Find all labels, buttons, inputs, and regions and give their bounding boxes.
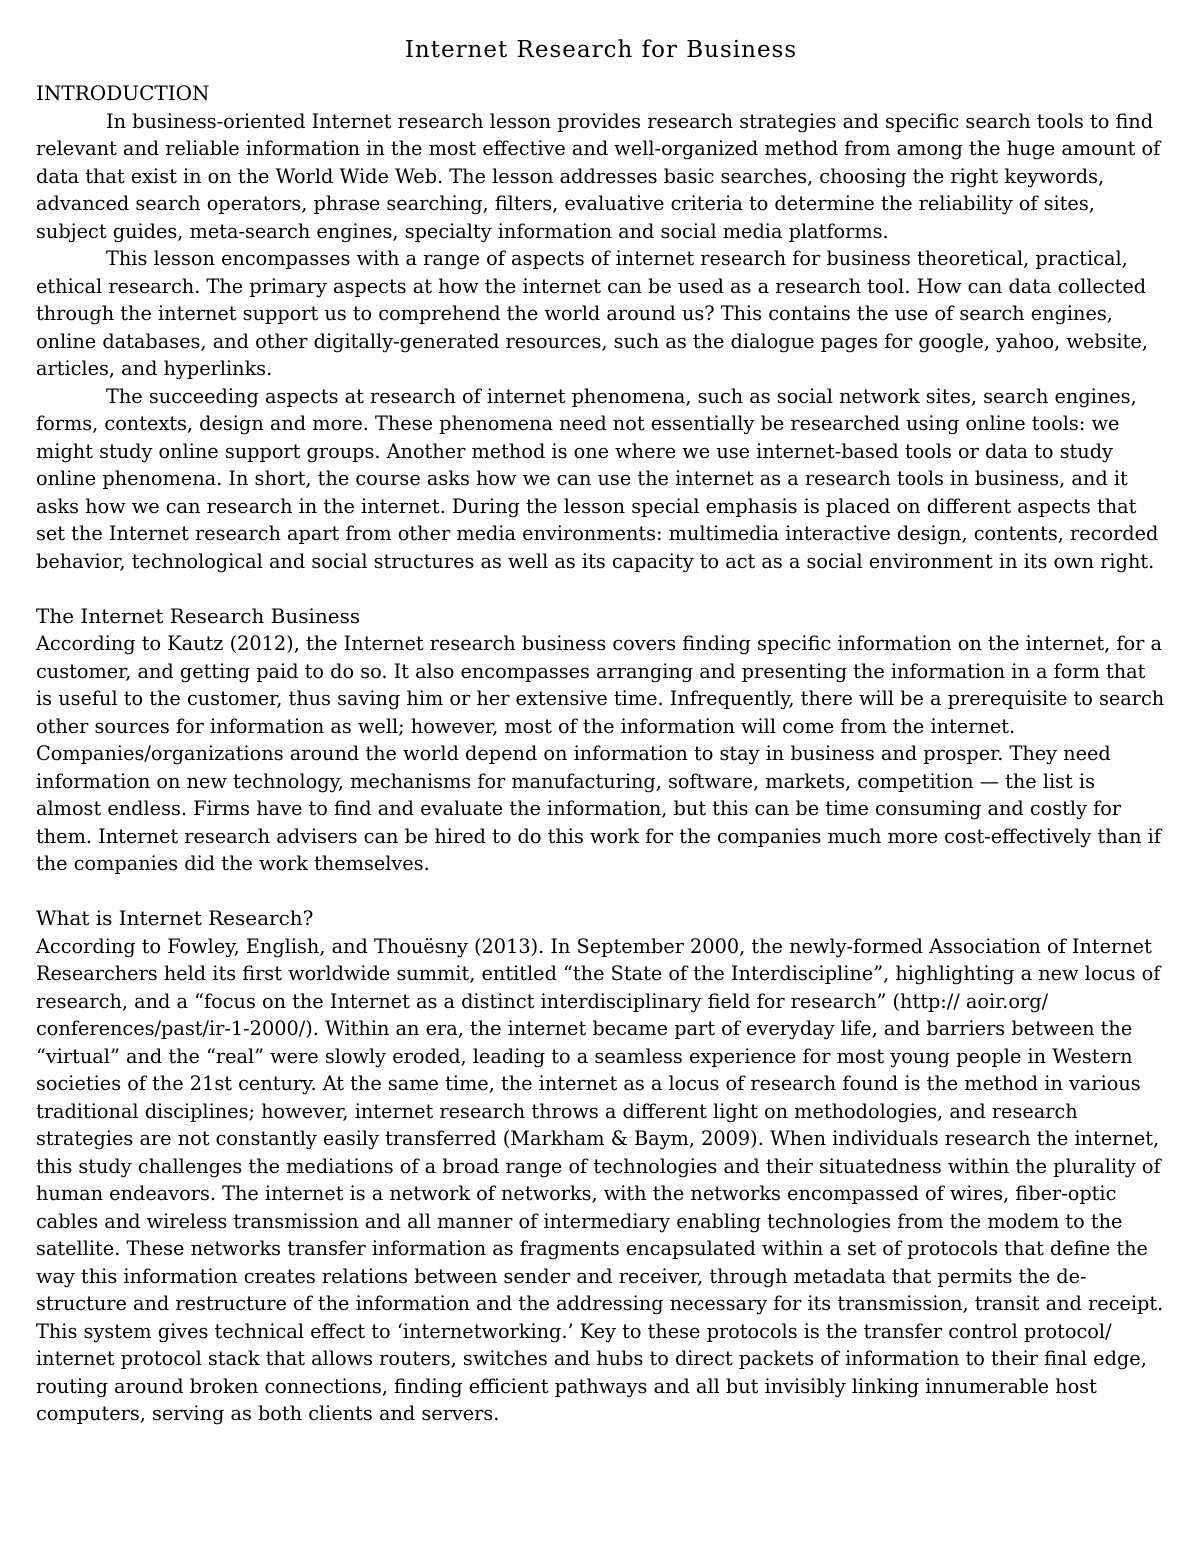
business-paragraph-2: Companies/organizations around the world depend on information to stay in business and prosper. They need information on new technology, mechanisms for manufacturing, software, markets, competition — the list is almost endless. Firms have to find and evaluate the information, but this can be time consuming and costly for them. Internet research advisers can be hired to do this work for the companies much more cost-effectively than if the companies did the work themselves.	[36, 742, 1161, 875]
intro-paragraph-1: In business-oriented Internet research lesson provides research strategies and specific search tools to find relevant and reliable information in the most effective and well-organized method from among the huge amount of data that exist in on the World Wide Web. The lesson addresses basic searches, choosing the right keywords, advanced search operators, phrase searching, filters, evaluative criteria to determine the reliability of sites, subject guides, meta-search engines, specialty information and social media platforms.	[36, 109, 1161, 243]
what-paragraph-2: This system gives technical effect to ‘internetworking.’ Key to these protocols is the transfer control protocol/ internet protocol stack that allows routers, switches and hubs to direct packets of information to their final edge, routing around broken connections, finding efficient pathways and all but invisibly linking innumerable host computers, serving as both clients and servers.	[36, 1319, 1147, 1425]
section-gap	[36, 878, 1166, 906]
document-page	[36, 34, 1166, 1428]
business-paragraph-1: According to Kautz (2012), the Internet research business covers finding specific information on the internet, for a customer, and getting paid to do so. It also encompasses arranging and presenting the information in a form that is useful to the customer, thus saving him or her extensive time. Infrequently, there will be a prerequisite to search other sources for information as well; however, most of the information will come from the internet.	[36, 632, 1165, 738]
document-title: Internet Research for Business	[404, 37, 798, 63]
section-heading-what-is-research: What is Internet Research?	[36, 906, 314, 930]
section-heading-introduction: INTRODUCTION	[36, 81, 210, 105]
section-heading-research-business: The Internet Research Business	[36, 603, 361, 628]
intro-paragraph-2: This lesson encompasses with a range of aspects of internet research for business theoretical, practical, ethical research. The primary aspects at how the internet can be used as a research tool. How can data collected through the internet support us to comprehend the world around us? This contains the use of search engines, online databases, and other digitally-generated resources, such as the dialogue pages for google, yahoo, website, articles, and hyperlinks.	[36, 247, 1148, 380]
what-paragraph-1: According to Fowley, English, and Thouësny (2013). In September 2000, the newly-formed Association of Internet Researchers held its first worldwide summit, entitled “the State of the Interdiscipline”, highlighting a new locus of research, and a “focus on the Internet as a distinct interdisciplinary field for research” (http:// aoir.org/ conferences/past/ir-1-2000/). Within an era, the internet became part of everyday life, and barriers between the “virtual” and the “real” were slowly eroded, leading to a seamless experience for most young people in Western societies of the 21st century. At the same time, the internet as a locus of research found is the method in various traditional disciplines; however, internet research throws a different light on methodologies, and research strategies are not constantly easily transferred (Markham & Baym, 2009). When individuals research the internet, this study challenges the mediations of a broad range of technologies and their situatedness within the plurality of human endeavors. The internet is a network of networks, with the networks encompassed of wires, fiber-optic cables and wireless transmission and all manner of intermediary enabling technologies from the modem to the satellite. These networks transfer information as fragments encapsulated within a set of protocols that define the way this information creates relations between sender and receiver, through metadata that permits the de-structure and restructure of the information and the addressing necessary for its transmission, transit and receipt.	[36, 934, 1164, 1315]
intro-paragraph-3: The succeeding aspects at research of internet phenomena, such as social network sites, search engines, forms, contexts, design and more. These phenomena need not essentially be researched using online tools: we might study online support groups. Another method is one where we use internet-based tools or data to study online phenomena. In short, the course asks how we can use the internet as a research tools in business, and it asks how we can research in the internet. During the lesson special emphasis is placed on different aspects that set the Internet research apart from other media environments: multimedia interactive design, contents, recorded behavior, technological and social structures as well as its capacity to act as a social environment in its own right.	[36, 384, 1159, 573]
section-gap	[36, 575, 1166, 603]
